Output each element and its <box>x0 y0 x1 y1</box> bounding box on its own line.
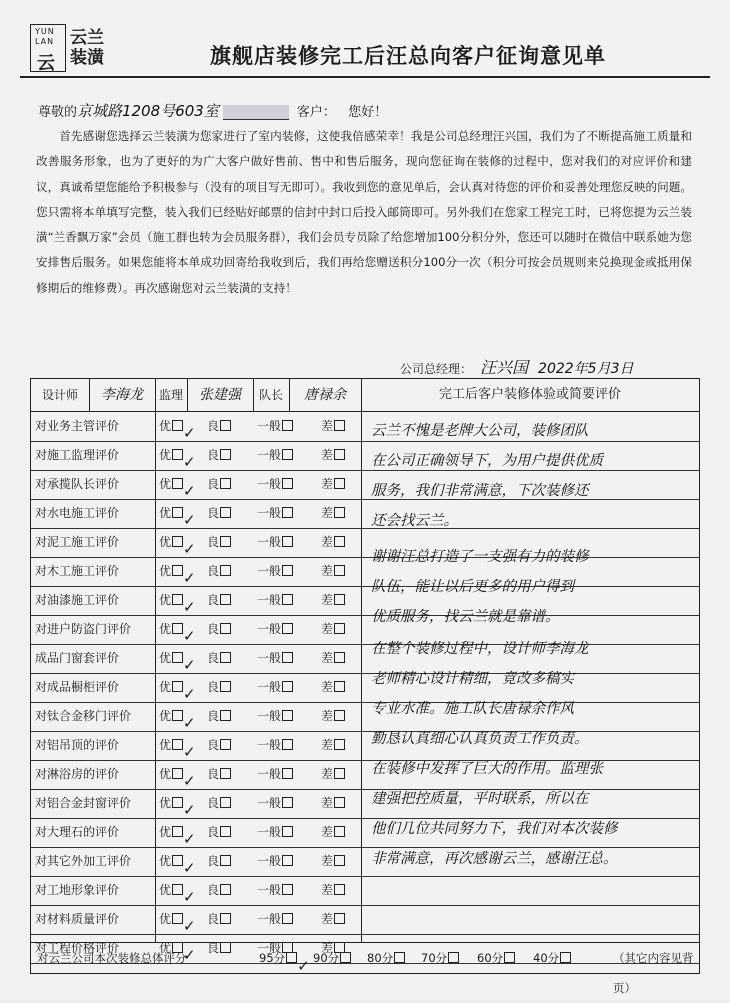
checkbox[interactable] <box>340 952 351 963</box>
rating-option[interactable]: 差 <box>321 470 345 499</box>
rating-label: 对承揽队长评价 <box>35 477 120 491</box>
checkbox[interactable] <box>220 594 231 605</box>
check-mark-icon: ✓ <box>183 511 196 529</box>
rating-option[interactable]: 差 <box>321 528 345 557</box>
checkbox[interactable] <box>172 710 196 732</box>
checkbox[interactable] <box>172 594 196 616</box>
rating-option[interactable]: 优 ✓ <box>159 470 183 499</box>
checkbox[interactable] <box>282 536 293 547</box>
rating-option[interactable]: 优 ✓ <box>159 905 183 934</box>
checkbox[interactable] <box>220 478 231 489</box>
rating-option[interactable]: 优 ✓ <box>159 586 183 615</box>
rating-option[interactable]: 优 ✓ <box>159 731 183 760</box>
rating-option[interactable]: 良 <box>207 731 231 760</box>
comment-title: 完工后客户装修体验或简要评价 <box>438 387 621 402</box>
check-mark-icon: ✓ <box>183 656 196 674</box>
checkbox[interactable] <box>220 884 231 895</box>
rating-option[interactable]: 一般 <box>257 441 293 470</box>
rating-option[interactable]: 优 ✓ <box>159 818 183 847</box>
rating-option[interactable]: 良 <box>207 760 231 789</box>
rating-option[interactable]: 差 <box>321 702 345 731</box>
rating-option[interactable]: 优 ✓ <box>159 847 183 876</box>
checkbox[interactable] <box>220 855 231 866</box>
rating-option[interactable]: 差 <box>321 644 345 673</box>
rating-label: 对木工施工评价 <box>35 564 120 578</box>
checkbox[interactable] <box>282 449 293 460</box>
rating-option[interactable]: 一般 <box>257 731 293 760</box>
comment-line: 队伍，能让以后更多的用户得到 <box>371 579 574 595</box>
rating-label: 对铝吊顶的评价 <box>35 738 120 752</box>
checkbox[interactable] <box>282 565 293 576</box>
checkbox[interactable] <box>334 420 345 431</box>
comment-line: 云兰不愧是老牌大公司，装修团队 <box>371 423 589 439</box>
rating-option[interactable]: 优 ✓ <box>159 528 183 557</box>
checkbox[interactable] <box>172 884 196 906</box>
score-option[interactable]: 70分 <box>421 943 459 973</box>
customer-address: 京城路1208号603室 <box>77 102 219 120</box>
checkbox[interactable] <box>334 565 345 576</box>
back-note: （其它内容见背页） <box>613 951 694 995</box>
rating-option[interactable]: 一般 <box>257 818 293 847</box>
check-mark-icon: ✓ <box>183 743 196 761</box>
form-title: 旗舰店装修完工后汪总向客户征询意见单 <box>210 44 606 68</box>
comment-line: 优质服务，找云兰就是靠谱。 <box>371 609 560 625</box>
checkbox[interactable] <box>172 681 196 703</box>
rating-option[interactable]: 一般 <box>257 934 293 963</box>
check-mark-icon: ✓ <box>183 598 196 616</box>
checkbox[interactable] <box>282 681 293 692</box>
checkbox[interactable] <box>560 952 571 963</box>
checkbox[interactable] <box>334 884 345 895</box>
rating-option[interactable]: 优 ✓ <box>159 876 183 905</box>
check-mark-icon: ✓ <box>183 946 196 964</box>
checkbox[interactable] <box>172 536 196 558</box>
checkbox[interactable] <box>220 681 231 692</box>
checkbox[interactable] <box>282 739 293 750</box>
rating-option[interactable]: 优 ✓ <box>159 789 183 818</box>
checkbox[interactable] <box>282 507 293 518</box>
checkbox[interactable] <box>334 855 345 866</box>
rating-option[interactable]: 一般 <box>257 673 293 702</box>
checkbox[interactable] <box>282 855 293 866</box>
rating-option[interactable]: 良 <box>207 818 231 847</box>
table-header: 设计师 李海龙 监理 张建强 队长 唐禄余 完工后客户装修体验或简要评价 <box>31 379 699 412</box>
rating-option[interactable]: 一般 <box>257 615 293 644</box>
rating-option[interactable]: 良 <box>207 876 231 905</box>
checkbox[interactable] <box>504 952 515 963</box>
rating-option[interactable]: 差 <box>321 818 345 847</box>
logo-text: 云兰 装潢 <box>70 28 104 68</box>
checkbox[interactable] <box>334 739 345 750</box>
checkbox[interactable] <box>220 710 231 721</box>
rating-label: 对大理石的评价 <box>35 825 120 839</box>
rating-option[interactable]: 差 <box>321 441 345 470</box>
rating-label: 对工程价格评价 <box>35 941 120 955</box>
checkbox[interactable] <box>282 826 293 837</box>
rating-option[interactable]: 一般 <box>257 847 293 876</box>
rating-option[interactable]: 优 ✓ <box>159 934 183 963</box>
check-mark-icon: ✓ <box>297 957 310 975</box>
rating-label: 对业务主管评价 <box>35 419 120 433</box>
rating-label: 对钛合金移门评价 <box>35 709 132 723</box>
rating-option[interactable]: 良 <box>207 905 231 934</box>
rating-option[interactable]: 优 ✓ <box>159 615 183 644</box>
rating-option[interactable]: 良 <box>207 412 231 441</box>
check-mark-icon: ✓ <box>183 888 196 906</box>
checkbox[interactable] <box>220 420 231 431</box>
checkbox[interactable] <box>282 478 293 489</box>
comment-line: 老师精心设计精细，竟改多稿实 <box>371 671 574 687</box>
rating-option[interactable]: 一般 <box>257 470 293 499</box>
rating-option[interactable]: 差 <box>321 760 345 789</box>
rating-option[interactable]: 一般 <box>257 789 293 818</box>
checkbox[interactable] <box>334 797 345 808</box>
checkbox[interactable] <box>282 797 293 808</box>
comment-line: 还会找云兰。 <box>371 513 458 529</box>
title-divider <box>20 76 710 78</box>
check-mark-icon: ✓ <box>183 482 196 500</box>
checkbox[interactable] <box>282 768 293 779</box>
checkbox[interactable] <box>334 507 345 518</box>
checkbox[interactable] <box>172 652 196 674</box>
signature-date: 2022年5月3日 <box>538 361 634 377</box>
checkbox[interactable] <box>172 623 196 645</box>
comment-line: 他们几位共同努力下，我们对本次装修 <box>371 821 618 837</box>
checkbox[interactable] <box>286 952 310 975</box>
rating-option[interactable]: 优 ✓ <box>159 499 183 528</box>
checkbox[interactable] <box>394 952 405 963</box>
rating-option[interactable]: 良 <box>207 673 231 702</box>
rating-option[interactable]: 差 <box>321 876 345 905</box>
checkbox[interactable] <box>172 826 196 848</box>
check-mark-icon: ✓ <box>183 772 196 790</box>
checkbox[interactable] <box>220 913 231 924</box>
checkbox[interactable] <box>172 739 196 761</box>
checkbox[interactable] <box>334 681 345 692</box>
checkbox[interactable] <box>172 507 196 529</box>
checkbox[interactable] <box>448 952 459 963</box>
rating-option[interactable]: 优 ✓ <box>159 644 183 673</box>
rating-option[interactable]: 良 <box>207 528 231 557</box>
check-mark-icon: ✓ <box>183 424 196 442</box>
comment-line: 非常满意，再次感谢云兰，感谢汪总。 <box>371 851 618 867</box>
letter-body <box>36 124 692 301</box>
comment-line: 专业水准。施工队长唐禄余作风 <box>371 701 574 717</box>
rating-label: 对进户防盗门评价 <box>35 622 132 636</box>
check-mark-icon: ✓ <box>183 540 196 558</box>
designer-name: 李海龙 <box>101 387 143 403</box>
rating-option[interactable]: 优 ✓ <box>159 441 183 470</box>
rating-option[interactable]: 差 <box>321 499 345 528</box>
comment-line: 服务，我们非常满意，下次装修还 <box>371 483 589 499</box>
checkbox[interactable] <box>282 710 293 721</box>
check-mark-icon: ✓ <box>183 859 196 877</box>
check-mark-icon: ✓ <box>183 714 196 732</box>
checkbox[interactable] <box>220 652 231 663</box>
checkbox[interactable] <box>282 884 293 895</box>
checkbox[interactable] <box>334 826 345 837</box>
score-option[interactable]: 95分 ✓ <box>259 943 297 973</box>
checkbox[interactable] <box>334 913 345 924</box>
redacted-name <box>223 105 289 120</box>
rating-option[interactable]: 差 <box>321 789 345 818</box>
rating-option[interactable]: 一般 <box>257 499 293 528</box>
logo-mark-box: YUN LAN 云 <box>30 24 66 72</box>
score-option[interactable]: 80分 <box>367 943 405 973</box>
rating-option[interactable]: 差 <box>321 934 345 963</box>
check-mark-icon: ✓ <box>183 685 196 703</box>
checkbox[interactable] <box>172 449 196 471</box>
check-mark-icon: ✓ <box>183 917 196 935</box>
rating-option[interactable]: 一般 <box>257 905 293 934</box>
comment-line: 在公司正确领导下，为用户提供优质 <box>371 453 603 469</box>
checkbox[interactable] <box>220 536 231 547</box>
rating-option[interactable]: 良 <box>207 499 231 528</box>
rating-option[interactable]: 良 <box>207 702 231 731</box>
checkbox[interactable] <box>334 623 345 634</box>
overall-score-row: 对云兰公司本次装修总体评分 95分 ✓ 90分 80分 70分 60分 40分 （其它内容见背页） <box>31 942 699 973</box>
rating-option[interactable]: 差 <box>321 586 345 615</box>
rating-option[interactable]: 良 <box>207 934 231 963</box>
rating-option[interactable]: 良 <box>207 644 231 673</box>
rating-option[interactable]: 良 <box>207 557 231 586</box>
rating-option[interactable]: 一般 <box>257 702 293 731</box>
rating-option[interactable]: 差 <box>321 905 345 934</box>
rating-label: 对油漆施工评价 <box>35 593 120 607</box>
rating-option[interactable]: 差 <box>321 412 345 441</box>
checkbox[interactable] <box>334 652 345 663</box>
rating-option[interactable]: 差 <box>321 615 345 644</box>
rating-option[interactable]: 一般 <box>257 586 293 615</box>
checkbox[interactable] <box>334 536 345 547</box>
rating-option[interactable]: 良 <box>207 586 231 615</box>
score-option[interactable]: 90分 <box>313 943 351 973</box>
rating-option[interactable]: 优 ✓ <box>159 760 183 789</box>
checkbox[interactable] <box>172 565 196 587</box>
rating-option[interactable]: 一般 <box>257 557 293 586</box>
rating-option[interactable]: 良 <box>207 470 231 499</box>
comment-line: 在整个装修过程中，设计师李海龙 <box>371 641 589 657</box>
checkbox[interactable] <box>334 710 345 721</box>
rating-label: 对泥工施工评价 <box>35 535 120 549</box>
letter-paragraph: 首先感谢您选择云兰装潢为您家进行了室内装修，这使我倍感荣幸！我是公司总经理汪兴国，我们为了不断提高施工质量和改善服务形象，也为了更好的为广大客户做好售前、售中和售后服务，现向您征询在装修的过程中，您对我们的对应评价和建议，真诚希望您能给予积极参与（没有的项目写无即可）。我收到您的意见单后，会认真对待您的评价和妥善处理您反映的问题。您只需将本单填写完整，装入我们已经贴好邮票的信封中封口后投入邮筒即可。另外我们在您家工程完工时，已将您提为云兰装潢“兰香飘万家”会员（施工群也转为会员服务群），我们会员专员除了给您增加100分积分外，您还可以随时在微信中联系她为您安排售后服务。如果您能将本单成功回寄给我收到后，我们再给您赠送积分100分一次（积分可按会员规则来兑换现金或抵用保修期后的维修费）。再次感谢您对云兰装潢的支持！ <box>36 129 692 295</box>
checkbox[interactable] <box>220 449 231 460</box>
salutation: 尊敬的京城路1208号603室 客户： 您好！ <box>38 102 388 120</box>
rating-option[interactable]: 差 <box>321 847 345 876</box>
checkbox[interactable] <box>334 478 345 489</box>
rating-option[interactable]: 差 <box>321 673 345 702</box>
checkbox[interactable] <box>220 507 231 518</box>
rating-option[interactable]: 良 <box>207 847 231 876</box>
rating-label: 对淋浴房的评价 <box>35 767 120 781</box>
checkbox[interactable] <box>220 826 231 837</box>
check-mark-icon: ✓ <box>183 801 196 819</box>
check-mark-icon: ✓ <box>183 569 196 587</box>
score-option[interactable]: 40分 <box>533 943 571 973</box>
checkbox[interactable] <box>172 855 196 877</box>
foreman-name: 唐禄余 <box>304 387 346 403</box>
rating-label: 成品门窗套评价 <box>35 651 120 665</box>
checkbox[interactable] <box>334 449 345 460</box>
rating-label: 对铝合金封窗评价 <box>35 796 132 810</box>
rating-label: 对工地形象评价 <box>35 883 120 897</box>
signature-name: 汪兴国 <box>480 358 529 377</box>
checkbox[interactable] <box>172 913 196 935</box>
checkbox[interactable] <box>282 913 293 924</box>
checkbox[interactable] <box>172 797 196 819</box>
rating-option[interactable]: 一般 <box>257 528 293 557</box>
rating-label: 对其它外加工评价 <box>35 854 132 868</box>
checkbox[interactable] <box>172 478 196 500</box>
rating-label: 对成品橱柜评价 <box>35 680 120 694</box>
rating-option[interactable]: 一般 <box>257 760 293 789</box>
rating-option[interactable]: 良 <box>207 441 231 470</box>
checkbox[interactable] <box>220 565 231 576</box>
rating-option[interactable]: 优 ✓ <box>159 557 183 586</box>
checkbox[interactable] <box>220 768 231 779</box>
rating-option[interactable]: 差 <box>321 731 345 760</box>
comment-area <box>361 412 699 941</box>
checkbox[interactable] <box>282 652 293 663</box>
checkbox[interactable] <box>282 420 293 431</box>
rating-label: 对施工监理评价 <box>35 448 120 462</box>
logo-glyph: 云 <box>37 53 55 74</box>
checkbox[interactable] <box>220 623 231 634</box>
signature-line: 公司总经理： 汪兴国 2022年5月3日 <box>400 358 634 377</box>
rating-option[interactable]: 一般 <box>257 876 293 905</box>
checkbox[interactable] <box>334 594 345 605</box>
comment-line: 在装修中发挥了巨大的作用。监理张 <box>371 761 603 777</box>
supervisor-name: 张建强 <box>199 387 241 403</box>
evaluation-table <box>30 378 700 995</box>
checkbox[interactable] <box>172 420 196 442</box>
checkbox[interactable] <box>220 739 231 750</box>
rating-option[interactable]: 优 ✓ <box>159 702 183 731</box>
rating-label: 对材料质量评价 <box>35 912 120 926</box>
check-mark-icon: ✓ <box>183 830 196 848</box>
company-logo <box>30 24 130 72</box>
check-mark-icon: ✓ <box>183 627 196 645</box>
rating-option[interactable]: 一般 <box>257 644 293 673</box>
check-mark-icon: ✓ <box>183 453 196 471</box>
checkbox[interactable] <box>282 594 293 605</box>
rating-option[interactable]: 优 ✓ <box>159 673 183 702</box>
checkbox[interactable] <box>334 768 345 779</box>
comment-line: 谢谢汪总打造了一支强有力的装修 <box>371 549 589 565</box>
rating-option[interactable]: 良 <box>207 615 231 644</box>
rating-option[interactable]: 良 <box>207 789 231 818</box>
comment-line: 建强把控质量，平时联系，所以在 <box>371 791 589 807</box>
checkbox[interactable] <box>172 768 196 790</box>
checkbox[interactable] <box>220 797 231 808</box>
comment-line: 勤恳认真细心认真负责工作负责。 <box>371 731 589 747</box>
rating-option[interactable]: 优 ✓ <box>159 412 183 441</box>
score-option[interactable]: 60分 <box>477 943 515 973</box>
checkbox[interactable] <box>282 623 293 634</box>
rating-option[interactable]: 一般 <box>257 412 293 441</box>
rating-label: 对水电施工评价 <box>35 506 120 520</box>
rating-option[interactable]: 差 <box>321 557 345 586</box>
